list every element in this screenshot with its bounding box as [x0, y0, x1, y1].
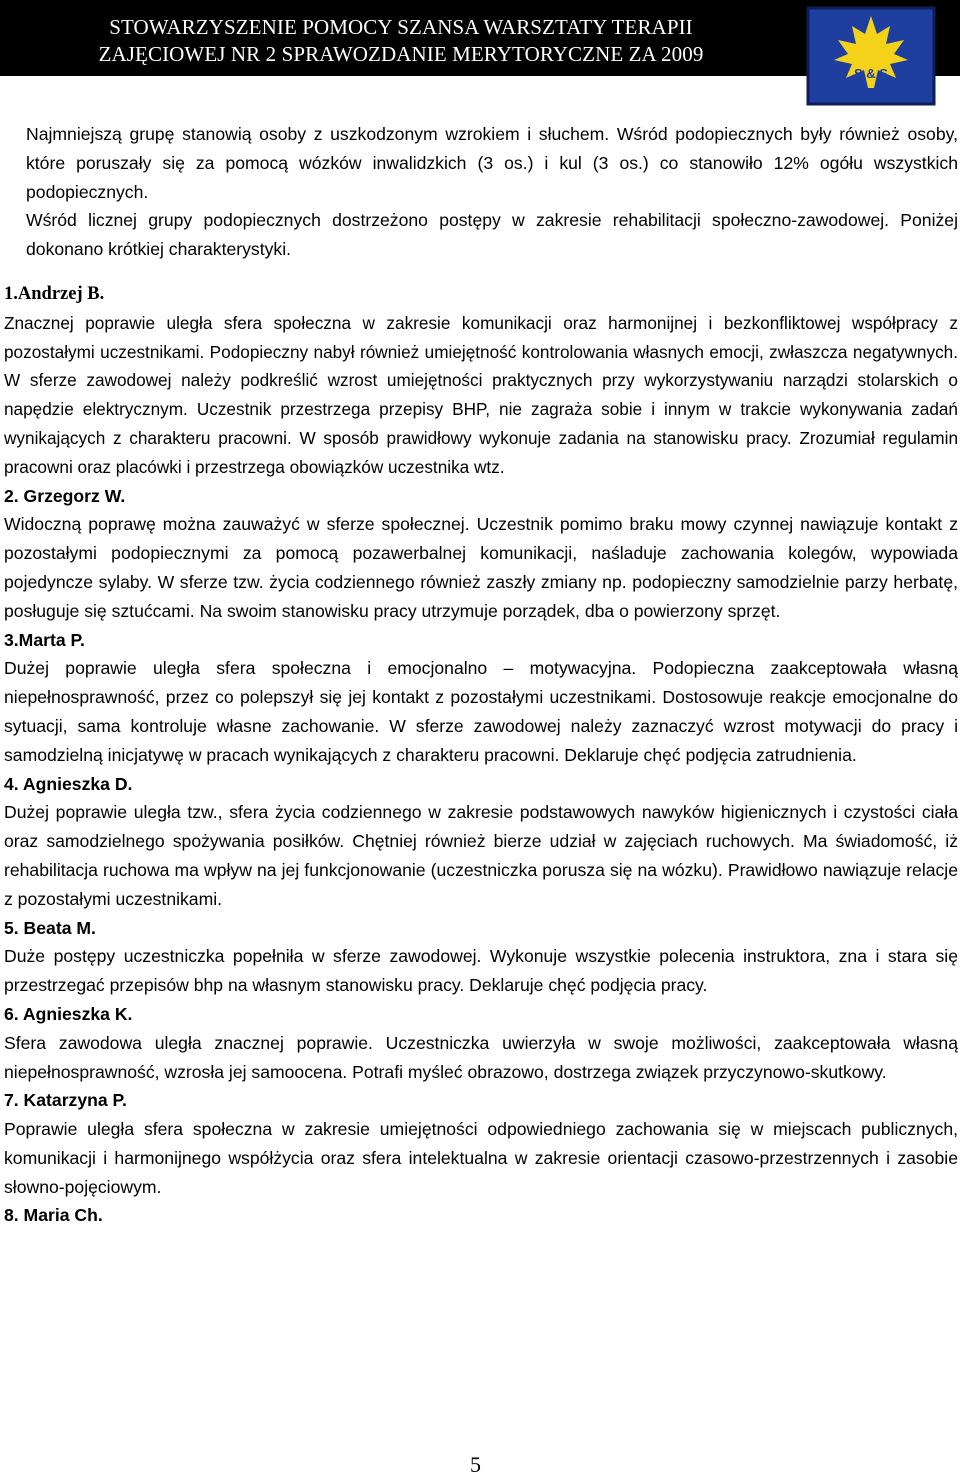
entry-text-5: Duże postępy uczestniczka popełniła w sferze zawodowej. Wykonuje wszystkie polecenia instruktora, zna i stara się przestrzegać przepisów bhp na własnym stanowisku pracy. Deklaruje chęć podjęcia pracy. — [4, 946, 958, 996]
entry-heading-2: 2. Grzegorz W. — [4, 485, 126, 506]
document-body — [4, 120, 958, 1230]
entry-text-7: Poprawie uległa sfera społeczna w zakresie umiejętności odpowiedniego zachowania się w miejscach publicznych, komunikacji i harmonijnego współżycia oraz sfera intelektualna w zakresie orientacji czasowo-przestrzennych i zasobie słowno-pojęciowym. — [4, 1119, 958, 1197]
entry-heading-8: 8. Maria Ch. — [4, 1205, 103, 1226]
intro-paragraph-2: Wśród licznej grupy podopiecznych dostrzeżono postępy w zakresie rehabilitacji społeczno-zawodowej. Poniżej dokonano krótkiej charakterystyki. — [26, 210, 958, 260]
entry-heading-3: 3.Marta P. — [4, 629, 85, 650]
entry-text-1: Znacznej poprawie uległa sfera społeczna w zakresie komunikacji oraz harmonijnej i bezkonfliktowej współpracy z pozostałymi uczestnikami. Podopieczny nabył również umiejętność kontrolowania własnych emocji, zwłaszcza negatywnych. W sferze zawodowej należy podkreślić wzrost umiejętności praktycznych przy wykorzystywaniu narządzi stolarskich o napędzie elektrycznym. Uczestnik przestrzega przepisy BHP, nie zagraża sobie i innym w trakcie wykonywania zadań wynikających z charakteru pracowni. W sposób prawidłowy wykonuje zadania na stanowisku pracy. Zrozumiał regulamin pracowni oraz placówki i przestrzega obowiązków uczestnika wtz. — [4, 312, 958, 477]
entry-text-4: Dużej poprawie uległa tzw., sfera życia codziennego w zakresie podstawowych nawyków higienicznych i czystości ciała oraz samodzielnego spożywania posiłków. Chętniej również bierze udział w zajęciach ruchowych. Ma świadomość, iż rehabilitacja ruchowa ma wpływ na jej funkcjonowanie (uczestniczka porusza się na wózku). Prawidłowo nawiązuje relacje z pozostałymi uczestnikami. — [4, 802, 958, 909]
entry-heading-4: 4. Agnieszka D. — [4, 773, 133, 794]
entry-text-2: Widoczną poprawę można zauważyć w sferze społecznej. Uczestnik pomimo braku mowy czynnej nawiązuje kontakt z pozostałymi podopiecznymi za pomocą pozawerbalnej komunikacji, naśladuje zachowania kolegów, wypowiada pojedyncze sylaby. W sferze tzw. życia codziennego również zaszły zmiany np. podopieczny samodzielnie parzy herbatę, posługuje się sztućcami. Na swoim stanowisku pracy utrzymuje porządek, dba o powierzony sprzęt. — [4, 514, 958, 621]
entry-heading-7: 7. Katarzyna P. — [4, 1090, 127, 1111]
intro-paragraph-1: Najmniejszą grupę stanowią osoby z uszkodzonym wzrokiem i słuchem. Wśród podopiecznych były również osoby, które poruszały się za pomocą wózków inwalidzkich (3 os.) i kul (3 os.) co stanowiło 12% ogółu wszystkich podopiecznych. — [26, 124, 958, 202]
entry-heading-1: 1.Andrzej B. — [4, 283, 105, 304]
page-number: 5 — [470, 1452, 481, 1477]
logo-lettering: S & S — [854, 66, 888, 81]
title-line-1: STOWARZYSZENIE POMOCY SZANSA WARSZTATY TERAPII — [109, 15, 693, 39]
entry-heading-6: 6. Agnieszka K. — [4, 1003, 133, 1024]
title-line-2: ZAJĘCIOWEJ NR 2 SPRAWOZDANIE MERYTORYCZNE ZA 2009 — [98, 42, 704, 66]
entry-text-6: Sfera zawodowa uległa znacznej poprawie. Uczestniczka uwierzyła w swoje możliwości, zaakceptowała własną niepełnosprawność, wzrosła jej samoocena. Potrafi myśleć obrazowo, dostrzega związek przyczynowo-skutkowy. — [4, 1032, 958, 1082]
entry-heading-5: 5. Beata M. — [4, 917, 96, 938]
entry-text-3: Dużej poprawie uległa sfera społeczna i emocjonalno – motywacyjna. Podopieczna zaakceptowała własną niepełnosprawność, przez co polepszył się jej kontakt z pozostałymi uczestnikami. Dostosowuje reakcje emocjonalne do sytuacji, sama kontroluje własne zachowanie. W sferze zawodowej należy zaznaczyć wzrost motywacji do pracy i samodzielną inicjatywę w pracach wynikających z charakteru pracowni. Deklaruje chęć podjęcia zatrudnienia. — [4, 658, 958, 765]
document-title — [56, 14, 746, 68]
organization-logo — [806, 6, 936, 106]
